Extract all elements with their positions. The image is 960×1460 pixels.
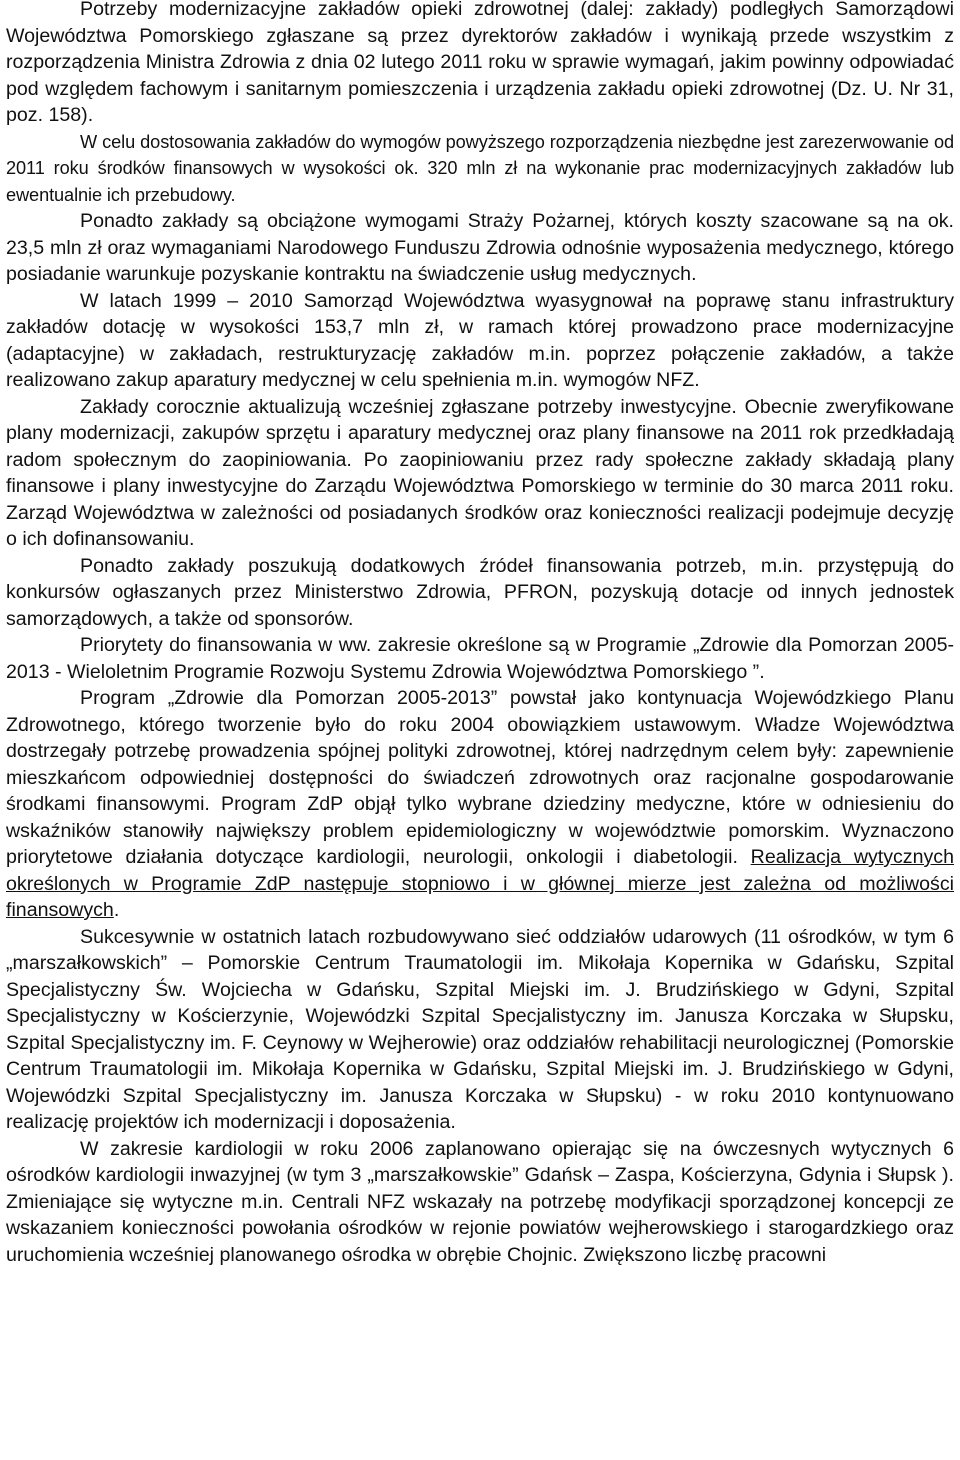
paragraph-text: Ponadto zakłady są obciążone wymogami Straży Pożarnej, których koszty szacowane są na ok. 23,5 mln zł oraz wymaganiami Narodowego Funduszu Zdrowia odnośnie wyposażenia medycznego, którego posiadanie warunkuje pozyskanie kontraktu na świadczenie usług medycznych. [6,210,954,285]
paragraph-text: W celu dostosowania zakładów do wymogów powyższego rozporządzenia niezbędne jest zarezerwowanie od 2011 roku środków finansowych w wysokości ok. 320 mln zł na wykonanie prac modernizacyjnych zakładów lub ewentualnie ich przebudowy. [6,131,954,205]
paragraph-8 [6,685,954,924]
paragraph-text: Priorytety do finansowania w ww. zakresie określone są w Programie „Zdrowie dla Pomorzan 2005-2013 - Wieloletnim Programie Rozwoju Systemu Zdrowia Województwa Pomorskiego ”. [6,634,954,683]
paragraph-text: Potrzeby modernizacyjne zakładów opieki zdrowotnej (dalej: zakłady) podległych Samorządowi Województwa Pomorskiego zgłaszane są przez dyrektorów zakładów i wynikają przede wszystkim z rozporządzenia Ministra Zdrowia z dnia 02 lutego 2011 roku w sprawie wymagań, jakim powinny odpowiadać pod względem fachowym i sanitarnym pomieszczenia i urządzenia zakładu opieki zdrowotnej (Dz. U. Nr 31, poz. 158). [6,0,954,126]
paragraph-4 [6,288,954,394]
paragraph-10 [6,1136,954,1269]
paragraph-text: . [113,899,120,921]
paragraph-text: W latach 1999 – 2010 Samorząd Województwa wyasygnował na poprawę stanu infrastruktury zakładów dotację w wysokości 153,7 mln zł, w ramach której prowadzono prace modernizacyjne (adaptacyjne) w zakładach, restrukturyzację zakładów m.in. poprzez połączenie zakładów, a także realizowano zakup aparatury medycznej w celu spełnienia m.in. wymogów NFZ. [6,289,954,391]
paragraph-5 [6,394,954,553]
paragraph-text: Ponadto zakłady poszukują dodatkowych źródeł finansowania potrzeb, m.in. przystępują do konkursów ogłaszanych przez Ministerstwo Zdrowia, PFRON, pozyskują dotacje od innych jednostek samorządowych, a także od sponsorów. [6,554,954,630]
paragraph-2 [6,129,954,209]
paragraph-3 [6,208,954,288]
paragraph-text: W zakresie kardiologii w roku 2006 zaplanowano opierając się na ówczesnych wytycznych 6 ośrodków kardiologii inwazyjnej (w tym 3 „marszałkowskie” Gdańsk – Zaspa, Kościerzyna, Gdynia i Słupsk ). Zmieniające się wytyczne m.in. Centrali NFZ wskazały na potrzebę modyfikacji sporządzonej koncepcji ze wskazaniem konieczności powołania ośrodków w rejonie powiatów wejherowskiego i starogardzkiego oraz uruchomienia wcześniej planowanego ośrodka w obrębie Chojnic. Zwiększono liczbę pracowni [6,1137,954,1266]
paragraph-9 [6,924,954,1136]
paragraph-text: Sukcesywnie w ostatnich latach rozbudowywano sieć oddziałów udarowych (11 ośrodków, w tym 6 „marszałkowskich” – Pomorskie Centrum Traumatologii im. Mikołaja Kopernika w Gdańsku, Szpital Specjalistyczny Św. Wojciecha w Gdańsku, Szpital Miejski im. J. Brudzińskiego w Gdyni, Szpital Specjalistyczny w Kościerzynie, Wojewódzki Szpital Specjalistyczny im. Janusza Korczaka w Słupsku, Szpital Specjalistyczny im. F. Ceynowy w Wejherowie) oraz oddziałów rehabilitacji neurologicznej (Pomorskie Centrum Traumatologii im. Mikołaja Kopernika w Gdańsku, Szpital Miejski im. J. Brudzińskiego w Gdyni, Wojewódzki Szpital Specjalistyczny im. Janusza Korczaka w Słupsku) - w roku 2010 kontynuowano realizację projektów ich modernizacji i doposażenia. [6,925,954,1133]
underlined-statement: Realizacja wytycznych określonych w Programie ZdP następuje stopniowo i w głównej mierze jest zależna od możliwości finansowych [6,846,954,921]
paragraph-text: Zakłady corocznie aktualizują wcześniej zgłaszane potrzeby inwestycyjne. Obecnie zweryfikowane plany modernizacji, zakupów sprzętu i aparatury medycznej oraz plany finansowe na 2011 rok przedkładają radom społecznym do zaopiniowania. Po zaopiniowaniu przez rady społeczne zakłady składają plany finansowe i plany inwestycyjne do Zarządu Województwa Pomorskiego w terminie do 30 marca 2011 roku. Zarząd Województwa w zależności od posiadanych środków oraz konieczności realizacji podejmuje decyzję o ich dofinansowaniu. [6,395,954,550]
paragraph-text: Program „Zdrowie dla Pomorzan 2005-2013” powstał jako kontynuacja Wojewódzkiego Planu Zdrowotnego, którego tworzenie było do roku 2004 obowiązkiem ustawowym. Władze Województwa dostrzegały potrzebę prowadzenia spójnej polityki zdrowotnej, której nadrzędnym celem były: zapewnienie mieszkańcom odpowiedniej dostępności do świadczeń zdrowotnych oraz racjonalne gospodarowanie środkami finansowymi. Program ZdP objął tylko wybrane dziedziny medyczne, które w odniesieniu do wskaźników stanowiły największy problem epidemiologiczny w województwie pomorskim. Wyznaczono priorytetowe działania dotyczące kardiologii, neurologii, onkologii i diabetologii. [6,687,954,868]
paragraph-6 [6,553,954,633]
paragraph-7 [6,632,954,685]
paragraph-1 [6,0,954,129]
